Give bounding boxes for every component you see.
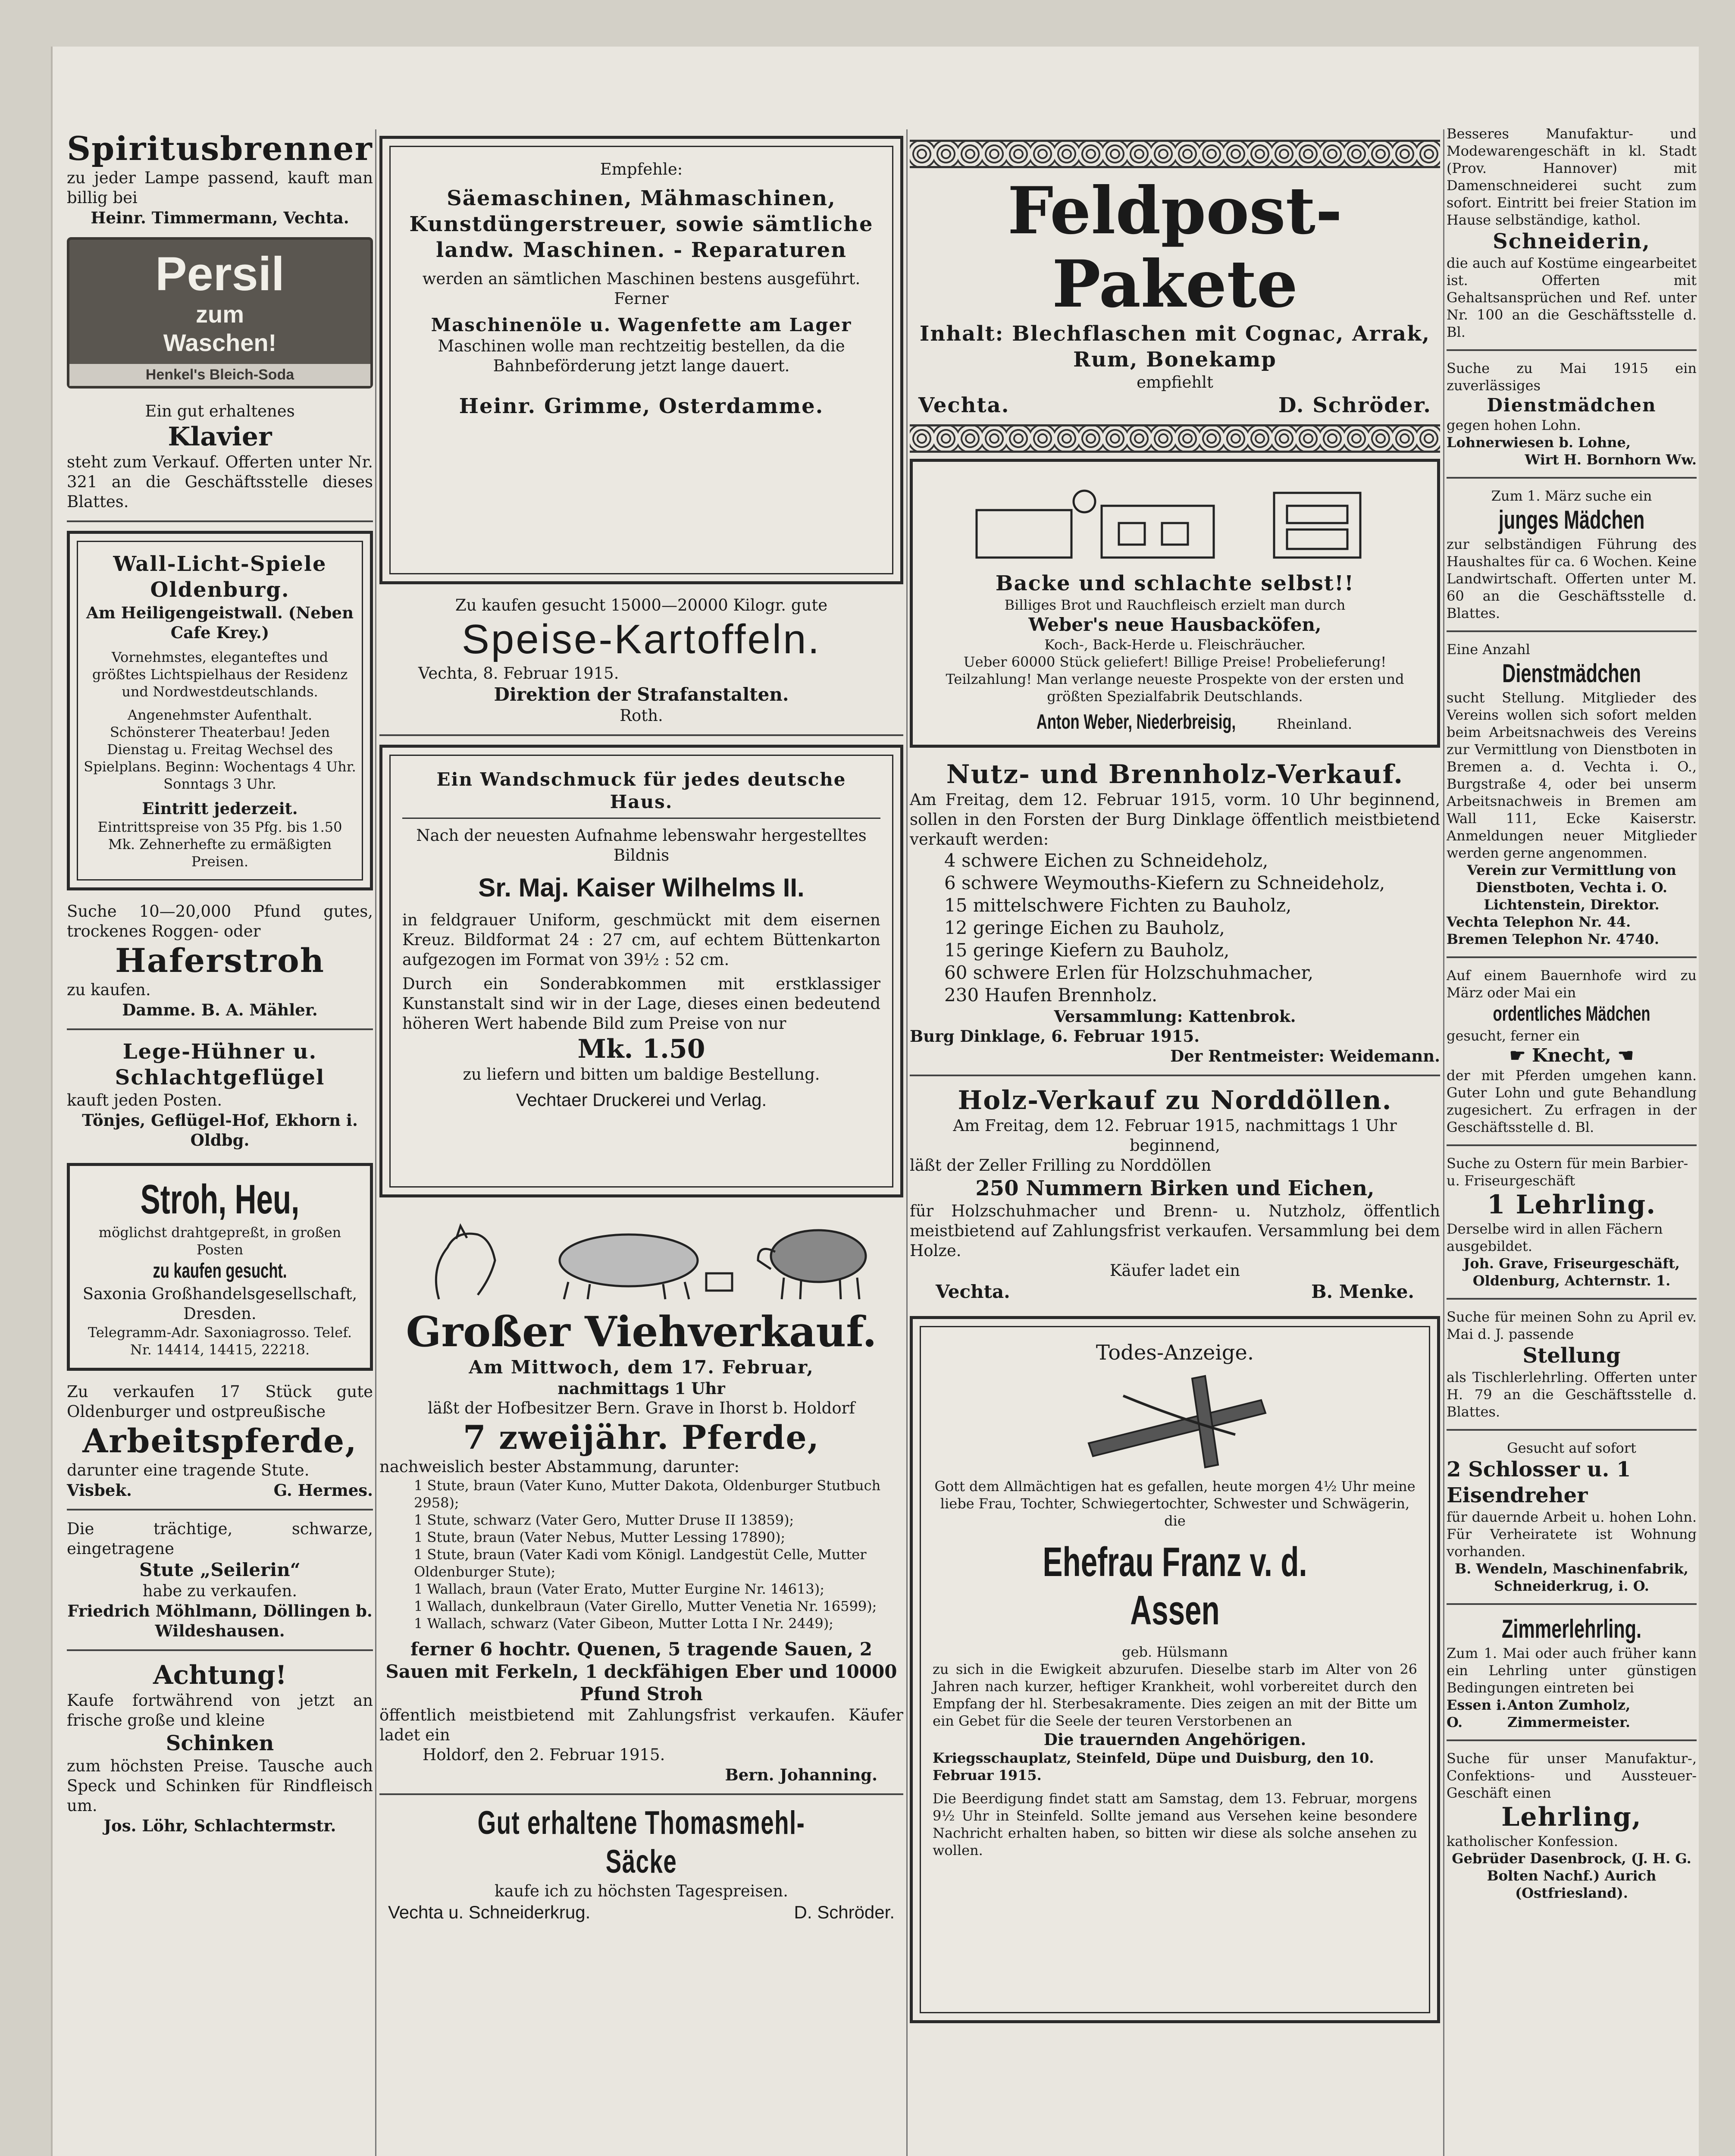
ad-stroh: [67, 1163, 373, 1371]
ad-text: zu sich in die Ewigkeit abzurufen. Dieselbe starb im Alter von 26 Jahren nach kurzer, heftiger Krankheit, wohl vorbereitet durch den Empfang der hl. Sterbesakramente. Dies zeigen an mit der Bitte um ein Gebet für die Seele der teuren Verstorbenen an: [933, 1661, 1417, 1729]
ad-kartoffeln: [379, 595, 903, 726]
column-1: [67, 129, 373, 1836]
ad-text: Die Beerdigung findet statt am Samstag, dem 13. Februar, morgens 9½ Uhr in Steinfeld. Sollte jemand aus Versehen keine besondere Nachricht erhalten haben, so bitten wir diese als solche ansehen zu wollen.: [933, 1790, 1417, 1858]
ad-text: Derselbe wird in allen Fächern ausgebildet.: [1447, 1221, 1663, 1254]
ad-text: Zum 1. März suche ein: [1491, 488, 1652, 504]
ad-text: gegen hohen Lohn.: [1447, 417, 1581, 433]
ad-text: Ueber 60000 Stück geliefert! Billige Preise! Probelieferung! Teilzahlung! Man verlange neueste Prospekte von der ersten und größten Spezialfabrik Deutschlands.: [946, 654, 1404, 705]
ad-signature: Heinr. Grimme, Osterdamme.: [459, 394, 824, 418]
ad-text: habe zu verkaufen.: [142, 1582, 298, 1600]
ad-grimme: [379, 136, 903, 584]
ad-arbeitspferde: [67, 1382, 373, 1500]
ad-text: für Holzschuhmacher und Brenn- u. Nutzholz, öffentlich meistbietend auf Zahlungsfrist verkaufen. Versammlung bei dem Holze.: [910, 1202, 1440, 1260]
divider: [67, 1028, 373, 1030]
divider: [67, 1649, 373, 1651]
ad-text: Suche zu Mai 1915 ein zuverlässiges: [1447, 360, 1697, 394]
ornament-border: [910, 424, 1440, 453]
ad-text: öffentlich meistbietend mit Zahlungsfrist verkaufen. Käufer ladet ein: [379, 1706, 903, 1744]
wood-list: [910, 849, 1440, 1006]
ad-text: zu liefern und bitten um baldige Bestellung.: [463, 1065, 820, 1084]
ad-title: Stute „Seilerin“: [139, 1559, 301, 1580]
ad-text: läßt der Hofbesitzer Bern. Grave in Ihorst b. Holdorf: [428, 1399, 855, 1417]
ad-text: katholischer Konfession.: [1447, 1833, 1618, 1849]
ad-text: Besseres Manufaktur- und Modewarengeschäft in kl. Stadt (Prov. Hannover) mit Damenschneiderei sucht zum sofort. Eintritt bei freier Station im Hause selbständige, kathol.: [1447, 125, 1697, 228]
divider: [1447, 1603, 1697, 1605]
ad-phone: Vechta Telephon Nr. 44.: [1447, 914, 1631, 930]
ad-text: darunter eine tragende Stute.: [67, 1461, 310, 1479]
cross-illustration: [933, 1370, 1417, 1473]
ad-stellung: [1447, 1308, 1697, 1420]
ad-weber: [910, 459, 1440, 748]
ad-text: sucht Stellung. Mitglieder des Vereins wollen sich sofort melden beim Arbeitsnachweis des Vereins zur Vermittlung von Dienstboten in Bremen a. d. Vechta i. O., Burgstraße 4, oder bei unserm Arbeitsnachweis in Bremen am Wall 111, Ecke Kaiserstr. Anmeldungen neuer Mitglieder werden gerne angenommen.: [1447, 689, 1697, 861]
ad-mourners: Die trauernden Angehörigen.: [1043, 1730, 1306, 1749]
list-item: 6 schwere Weymouths-Kiefern zu Schneideholz,: [944, 872, 1385, 893]
ad-title-2: Weber's neue Hausbacköfen,: [1028, 614, 1322, 635]
ad-title: Gut erhaltene Thomasmehl-Säcke: [477, 1805, 805, 1880]
column-4: [1447, 125, 1697, 1902]
divider: [1447, 1739, 1697, 1741]
ad-lehrling-friseur: [1447, 1155, 1697, 1289]
ad-text: Eine Anzahl: [1447, 641, 1530, 658]
ad-place: Kriegsschauplatz, Steinfeld, Düpe und Duisburg, den 10. Februar 1915.: [933, 1750, 1374, 1783]
list-item: 15 geringe Kiefern zu Bauholz,: [944, 940, 1230, 961]
ad-city: Oldenburg.: [150, 578, 290, 602]
ad-title: Backe und schlachte selbst!!: [995, 571, 1355, 595]
ad-text: der mit Pferden umgehen kann. Guter Lohn und gute Behandlung zugesichert. Zu erfragen in der Geschäftsstelle d. Bl.: [1447, 1067, 1697, 1135]
ad-signature: Jos. Löhr, Schlachtermstr.: [103, 1816, 336, 1835]
ad-title-2: Schinken: [166, 1731, 274, 1755]
ad-signature: Tönjes, Geflügel-Hof, Ekhorn i. Oldbg.: [82, 1111, 358, 1150]
ad-sign-left: Vechta.: [936, 1281, 1010, 1302]
ad-text: Kaufe fortwährend von jetzt an frische große und kleine: [67, 1691, 373, 1730]
column-2: [379, 136, 903, 1924]
ad-text: in feldgrauer Uniform, geschmückt mit dem eisernen Kreuz. Bildformat 24 : 27 cm, auf echtem Büttenkarton aufgezogen im Format von 39½ : 52 cm.: [402, 911, 880, 969]
ad-text: Zum 1. Mai oder auch früher kann ein Lehrling unter günstigen Bedingungen eintreten bei: [1447, 1645, 1697, 1696]
ad-ordentliches-maedchen: [1447, 967, 1697, 1136]
ad-kaiser: [379, 745, 903, 1197]
divider: [1447, 1298, 1697, 1300]
ad-persil: [67, 237, 373, 389]
ad-firm: Saxonia Großhandelsgesellschaft, Dresden.: [82, 1285, 357, 1323]
ad-name: Roth.: [620, 706, 663, 725]
ad-name: Ehefrau Franz v. d. Assen: [1043, 1539, 1307, 1633]
ad-title-2: 250 Nummern Birken und Eichen,: [975, 1176, 1375, 1200]
ad-signature: Bern. Johanning.: [725, 1765, 877, 1784]
ad-signature: Der Rentmeister: Weidemann.: [1170, 1047, 1440, 1065]
ad-text: Vornehmstes, eleganteftes und größtes Lichtspielhaus der Residenz und Nordwestdeutschlands.: [92, 649, 348, 700]
ad-dienstmaedchen-1: [1447, 360, 1697, 468]
ad-date: Holdorf, den 2. Februar 1915.: [423, 1745, 665, 1764]
ad-sign-left: Vechta.: [918, 393, 1010, 417]
ad-text: Durch ein Sonderabkommen mit erstklassiger Kunstanstalt sind wir in der Lage, dieses einen bedeutend höheren Wert habende Bild zum Preise von nur: [402, 975, 880, 1033]
ad-text: für dauernde Arbeit u. hohen Lohn. Für Verheiratete ist Wohnung vorhanden.: [1447, 1509, 1697, 1560]
ad-signature: Friedrich Möhlmann, Döllingen b. Wildeshausen.: [67, 1601, 373, 1640]
ad-junges-maedchen: [1447, 487, 1697, 622]
ad-title: Dienstmädchen: [1502, 659, 1641, 688]
ad-title: Klavier: [168, 422, 272, 452]
ad-text: Suche für meinen Sohn zu April ev. Mai d. J. passende: [1447, 1309, 1697, 1342]
ad-title: Achtung!: [153, 1660, 287, 1690]
persil-logo: Persil: [155, 248, 285, 301]
ad-signature: Heinr. Timmermann, Vechta.: [91, 208, 349, 227]
ad-intro: Zu verkaufen 17 Stück gute Oldenburger und ostpreußische: [67, 1382, 373, 1421]
ad-haferstroh: [67, 902, 373, 1020]
divider: [1447, 349, 1697, 351]
ad-holz-norddoellen: [910, 1085, 1440, 1303]
ad-feldpost: [910, 140, 1440, 453]
ad-title: Säemaschinen, Mähmaschinen, Kunstdüngerstreuer, sowie sämtliche landw. Maschinen. - Reparaturen: [409, 186, 874, 262]
ad-title: Holz-Verkauf zu Norddöllen.: [958, 1085, 1392, 1116]
ad-title: junges Mädchen: [1498, 505, 1645, 534]
ad-text: Gott dem Allmächtigen hat es gefallen, heute morgen 4½ Uhr meine liebe Frau, Tochter, Schwiegertochter, Schwester und Schwägerin, die: [934, 1478, 1416, 1529]
ad-text: zum höchsten Preise. Tausche auch Speck und Schinken für Rindfleisch um.: [67, 1757, 373, 1815]
divider: [1447, 630, 1697, 632]
ad-price: Mk. 1.50: [577, 1034, 705, 1064]
list-item: 15 mittelschwere Fichten zu Bauholz,: [944, 895, 1292, 916]
ad-text: als Tischlerlehrling. Offerten unter H. 79 an die Geschäftsstelle d. Blattes.: [1447, 1369, 1697, 1420]
animal-illustration: [379, 1209, 903, 1304]
ad-text: Käufer ladet ein: [1109, 1261, 1240, 1280]
ad-birthname: geb. Hülsmann: [1121, 1644, 1228, 1660]
list-item: 1 Stute, braun (Vater Nebus, Mutter Lessing 17890);: [414, 1529, 786, 1545]
ad-sign-right: G. Hermes.: [273, 1481, 373, 1500]
ad-date: Am Mittwoch, dem 17. Februar,: [469, 1357, 814, 1378]
ad-footer: Henkel's Bleich-Soda: [69, 364, 370, 386]
ad-text: werden an sämtlichen Maschinen bestens ausgeführt. Ferner: [422, 270, 861, 308]
kitchen-illustration: [923, 476, 1427, 566]
ad-viehverkauf: [379, 1209, 903, 1785]
ad-title: Wall-Licht-Spiele: [113, 552, 327, 576]
horse-list: [379, 1477, 903, 1632]
ad-bold-text: ferner 6 hochtr. Quenen, 5 tragende Sauen, 2 Sauen mit Ferkeln, 1 deckfähigen Eber und 10000 Pfund Stroh: [385, 1639, 897, 1705]
ad-signature-2: Rheinland.: [1276, 716, 1353, 732]
list-item: 1 Stute, schwarz (Vater Gero, Mutter Druse II 13859);: [414, 1512, 794, 1528]
ad-title: Nutz- und Brennholz-Verkauf.: [946, 759, 1404, 790]
list-item: 230 Haufen Brennholz.: [944, 984, 1158, 1006]
ad-signature: Gebrüder Dasenbrock, (J. H. G. Bolten Nachf.) Aurich (Ostfriesland).: [1452, 1850, 1691, 1901]
ad-entry: Eintritt jederzeit.: [142, 799, 298, 818]
divider: [1447, 956, 1697, 958]
ad-header: Ein Wandschmuck für jedes deutsche Haus.: [402, 768, 880, 819]
list-item: 1 Wallach, dunkelbraun (Vater Girello, Mutter Venetia Nr. 16599);: [414, 1598, 877, 1614]
ad-signature: B. Wendeln, Maschinenfabrik, Schneiderkrug, i. O.: [1455, 1561, 1688, 1594]
ad-title: Speise-Kartoffeln.: [461, 616, 821, 662]
ad-address: Am Heiligengeistwall. (Neben Cafe Krey.): [86, 603, 354, 642]
ad-signature: Direktion der Strafanstalten.: [494, 684, 789, 705]
ad-text: steht zum Verkauf. Offerten unter Nr. 321 an die Geschäftsstelle dieses Blattes.: [67, 453, 373, 511]
ad-intro: Die trächtige, schwarze, eingetragene: [67, 1520, 373, 1558]
ad-sign-right: B. Menke.: [1311, 1281, 1414, 1302]
list-item: 1 Stute, braun (Vater Kuno, Mutter Dakota, Oldenburger Stutbuch 2958);: [414, 1477, 881, 1511]
ad-date: Burg Dinklage, 6. Februar 1915.: [910, 1027, 1200, 1046]
ad-text: die auch auf Kostüme eingearbeitet ist. Offerten mit Gehaltsansprüchen und Ref. unter Nr. 100 an die Geschäftsstelle d. Bl.: [1447, 255, 1697, 340]
ad-text: Suche für unser Manufaktur-, Confektions- und Aussteuer-Geschäft einen: [1447, 1750, 1697, 1801]
ad-text: läßt der Zeller Frilling zu Norddöllen: [910, 1156, 1212, 1175]
ad-title: Dienstmädchen: [1487, 395, 1657, 416]
ad-title: Lege-Hühner u. Schlachtgeflügel: [115, 1040, 325, 1090]
list-item: 1 Wallach, braun (Vater Erato, Mutter Eurgine Nr. 14613);: [414, 1581, 824, 1597]
ad-text: kauft jeden Posten.: [67, 1091, 222, 1109]
column-3: [910, 134, 1440, 2034]
ad-meeting: Versammlung: Kattenbrok.: [1054, 1007, 1296, 1026]
ad-text: Auf einem Bauernhofe wird zu März oder Mai ein: [1447, 967, 1697, 1001]
list-item: 60 schwere Erlen für Holzschuhmacher,: [944, 962, 1314, 983]
ad-time: nachmittags 1 Uhr: [557, 1379, 725, 1398]
divider: [67, 1509, 373, 1510]
ad-title: Stroh, Heu,: [140, 1176, 300, 1222]
ad-intro: Suche 10—20,000 Pfund gutes, trockenes Roggen- oder: [67, 902, 373, 940]
ad-title: Sr. Maj. Kaiser Wilhelms II.: [478, 873, 805, 902]
ad-text: zum: [196, 301, 244, 328]
ad-text: Eintrittspreise von 35 Pfg. bis 1.50 Mk. Zehnerhefte zu ermäßigten Preisen.: [97, 819, 342, 870]
column-rule: [375, 129, 376, 2156]
ad-date: Vechta, 8. Februar 1915.: [418, 664, 619, 683]
cross-icon: [1046, 1370, 1304, 1473]
ad-signature: Anton Weber, Niederbreisig,: [1036, 711, 1236, 733]
ad-title-2: 7 zweijähr. Pferde,: [463, 1418, 820, 1457]
ad-zimmerlehrling: [1447, 1614, 1697, 1731]
ad-intro: Empfehle:: [600, 160, 683, 179]
column-rule: [1443, 129, 1444, 2156]
horse-pig-cow-icon: [404, 1209, 879, 1304]
ad-schlosser: [1447, 1439, 1697, 1595]
pointing-hand-icon: ☚: [1611, 1045, 1634, 1066]
ad-telegram: Telegramm-Adr. Saxoniagrosso. Telef. Nr. 14414, 14415, 22218.: [88, 1324, 352, 1358]
ad-title: Zimmerlehrling.: [1501, 1614, 1642, 1643]
divider: [1447, 1429, 1697, 1431]
ad-text: Suche zu Ostern für mein Barbier- u. Friseurgeschäft: [1447, 1155, 1688, 1189]
ad-text: Inhalt: Blechflaschen mit Cognac, Arrak, Rum, Bonekamp: [919, 322, 1431, 372]
ad-text: Angenehmster Aufenthalt. Schönsterer Theaterbau! Jeden Dienstag u. Freitag Wechsel des Spielplans. Beginn: Wochentags 4 Uhr. Sonntags 3 Uhr.: [84, 707, 356, 792]
ad-sign-left: Vechta u. Schneiderkrug.: [388, 1902, 591, 1922]
ad-title: Feldpost-Pakete: [1007, 173, 1343, 322]
ad-spiritusbrenner: [67, 129, 373, 228]
ad-subtitle: zu kaufen gesucht.: [153, 1260, 287, 1282]
divider: [910, 1075, 1440, 1076]
ad-intro: Ein gut erhaltenes: [145, 402, 295, 420]
pointing-hand-icon: ☛: [1509, 1045, 1532, 1066]
ad-text: Nach der neuesten Aufnahme lebenswahr hergestelltes Bildnis: [416, 826, 867, 865]
ad-title: Lehrling,: [1501, 1802, 1642, 1832]
ad-text: Maschinen wolle man rechtzeitig bestellen, da die Bahnbeförderung jetzt lange dauert.: [438, 337, 845, 375]
ad-title: 1 Lehrling.: [1487, 1190, 1657, 1220]
ad-title: Großer Viehverkauf.: [406, 1307, 877, 1356]
divider: [67, 520, 373, 522]
ad-text: Koch-, Back-Herde u. Fleischräucher.: [1044, 636, 1306, 653]
list-item: 12 geringe Eichen zu Bauholz,: [944, 917, 1225, 938]
ad-intro: Zu kaufen gesucht 15000—20000 Kilogr. gute: [455, 596, 828, 614]
list-item: 1 Wallach, schwarz (Vater Gibeon, Mutter Lotta I Nr. 2449);: [414, 1615, 833, 1632]
ad-title: Schneiderin,: [1493, 229, 1650, 254]
ad-kino: [67, 531, 373, 890]
ad-sign-left: Essen i. O.: [1447, 1697, 1506, 1730]
ad-text: zur selbständigen Führung des Haushaltes für ca. 6 Wochen. Keine Landwirtschaft. Offerten unter M. 60 an die Geschäftsstelle d. Blattes.: [1447, 536, 1697, 621]
ad-title: Stellung: [1522, 1344, 1621, 1368]
divider: [1447, 1144, 1697, 1146]
ad-text: gesucht, ferner ein: [1447, 1028, 1580, 1044]
ornament-border: [910, 140, 1440, 168]
ad-lehrling-manufaktur: [1447, 1750, 1697, 1902]
oven-icon: [964, 476, 1386, 566]
ad-todesanzeige: [910, 1316, 1440, 2023]
ad-sign-right: Anton Zumholz, Zimmermeister.: [1507, 1697, 1631, 1730]
ad-signature: Lohnerwiesen b. Lohne,: [1447, 434, 1631, 451]
ad-title: 2 Schlosser u. 1 Eisendreher: [1447, 1457, 1631, 1507]
ad-sign-right: D. Schröder.: [1278, 393, 1431, 417]
ad-signature-2: Wirt H. Bornhorn Ww.: [1525, 451, 1697, 468]
ad-text: zu kaufen.: [67, 981, 151, 999]
ad-dienstmaedchen-2: [1447, 641, 1697, 948]
ad-title: Spiritusbrenner: [67, 129, 373, 168]
ad-text: zu jeder Lampe passend, kauft man billig bei: [67, 169, 373, 207]
ad-signature: Verein zur Vermittlung von Dienstboten, Vechta i. O. Lichtenstein, Direktor.: [1467, 862, 1676, 913]
ad-title: Haferstroh: [115, 941, 325, 980]
ad-schinken: [67, 1660, 373, 1836]
column-rule: [906, 129, 908, 2156]
ad-text: Am Freitag, dem 12. Februar 1915, vorm. 10 Uhr beginnend, sollen in den Forsten der Burg Dinklage öffentlich meistbietend verkauft werden:: [910, 790, 1440, 849]
ad-klavier: [67, 401, 373, 512]
ad-huehner: [67, 1039, 373, 1150]
ad-signature: Damme. B. A. Mähler.: [122, 1000, 318, 1019]
ad-text: nachweislich bester Abstammung, darunter:: [379, 1457, 739, 1476]
divider: [1447, 477, 1697, 479]
ad-holz-dinklage: [910, 759, 1440, 1066]
ad-stute: [67, 1519, 373, 1641]
ad-text: möglichst drahtgepreßt, in großen Posten: [98, 1224, 341, 1258]
ad-text: Billiges Brot und Rauchfleisch erzielt man durch: [1004, 597, 1346, 613]
list-item: 4 schwere Eichen zu Schneideholz,: [944, 850, 1268, 871]
ad-title: ordentliches Mädchen: [1493, 1003, 1650, 1025]
ad-text: Am Freitag, dem 12. Februar 1915, nachmittags 1 Uhr beginnend,: [953, 1116, 1397, 1155]
ad-title-2: [1447, 1044, 1697, 1067]
ad-schneiderin: [1447, 125, 1697, 341]
ad-sub: empfiehlt: [1137, 373, 1213, 392]
ad-sign-right: D. Schröder.: [794, 1902, 895, 1922]
ad-title-2-text: Knecht,: [1532, 1045, 1611, 1066]
ad-phone-2: Bremen Telephon Nr. 4740.: [1447, 931, 1659, 947]
ad-title-2: Maschinenöle u. Wagenfette am Lager: [431, 314, 852, 335]
ad-title: Todes-Anzeige.: [1096, 1341, 1254, 1365]
ad-title: Arbeitspferde,: [82, 1422, 357, 1460]
ad-text: Gesucht auf sofort: [1507, 1440, 1636, 1456]
ad-text: Waschen!: [163, 329, 277, 356]
ad-text: kaufe ich zu höchsten Tagespreisen.: [495, 1882, 788, 1900]
ad-signature: Vechtaer Druckerei und Verlag.: [516, 1090, 767, 1110]
ad-signature: Joh. Grave, Friseurgeschäft, Oldenburg, Achternstr. 1.: [1463, 1255, 1680, 1289]
divider: [379, 734, 903, 736]
ad-thomasmehl: [379, 1804, 903, 1924]
divider: [379, 1793, 903, 1795]
list-item: 1 Stute, braun (Vater Kadi vom Königl. Landgestüt Celle, Mutter Oldenburger Stute);: [414, 1546, 867, 1580]
ad-sign-left: Visbek.: [67, 1481, 132, 1500]
